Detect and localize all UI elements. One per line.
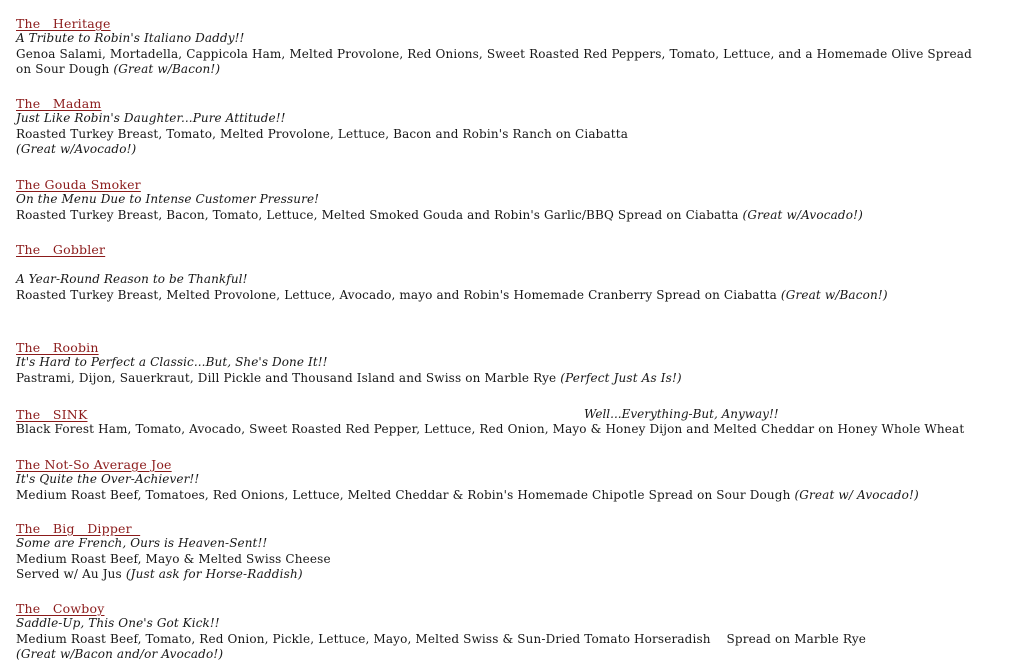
menu-item-big-dipper [16,521,1016,583]
item-note: (Great w/ Avocado!) [794,487,919,502]
item-tagline: A Tribute to Robin's Italiano Daddy!! [16,31,245,46]
menu-item-heritage [16,16,1016,78]
item-note: (Great w/Bacon!) [780,287,888,302]
item-description: Black Forest Ham, Tomato, Avocado, Sweet Roasted Red Pepper, Lettuce, Red Onion, Mayo & Honey Dijon and Melted Cheddar on Honey Whole Wheat [16,422,965,437]
item-description-line [16,208,1016,223]
item-tagline: Some are French, Ours is Heaven-Sent!! [16,536,268,551]
item-description-2: on Sour Dough [16,62,114,77]
item-tagline: Well...Everything-But, Anyway!! [584,407,779,421]
item-description: Roasted Turkey Breast, Bacon, Tomato, Lettuce, Melted Smoked Gouda and Robin's Garlic/BBQ Spread on Ciabatta [16,207,743,222]
item-title: The Gouda Smoker [16,177,141,192]
item-description-line [16,488,1016,503]
menu-item-cowboy [16,601,1016,663]
item-description: Roasted Turkey Breast, Melted Provolone, Lettuce, Avocado, mayo and Robin's Homemade Cranberry Spread on Ciabatta [16,287,781,302]
item-tagline: Just Like Robin's Daughter...Pure Attitude!! [16,111,286,126]
item-title: The Madam [16,96,102,111]
item-note: (Great w/Bacon and/or Avocado!) [16,647,224,662]
item-description-cont [16,567,1016,582]
item-description: Medium Roast Beef, Mayo & Melted Swiss Cheese [16,551,331,566]
item-title: The Roobin [16,340,99,355]
menu-item-gobbler [16,242,1016,303]
item-note: (Perfect Just As Is!) [560,370,682,385]
item-note: (Great w/Avocado!) [742,207,863,222]
item-title: The Gobbler [16,242,106,257]
item-description: Genoa Salami, Mortadella, Cappicola Ham, Melted Provolone, Red Onions, Sweet Roasted Red Peppers, Tomato, Lettuce, and a Homemade Olive Spread [16,46,972,61]
item-note: (Great w/Bacon!) [113,62,221,77]
item-tagline: It's Hard to Perfect a Classic...But, She's Done It!! [16,355,328,370]
menu-item-sink [16,407,1016,438]
item-note: (Great w/Avocado!) [16,142,137,157]
item-title: The Big Dipper [16,521,141,536]
menu-item-gouda-smoker [16,177,1016,223]
item-tagline: Saddle-Up, This One's Got Kick!! [16,616,220,631]
item-description: Medium Roast Beef, Tomato, Red Onion, Pickle, Lettuce, Mayo, Melted Swiss & Sun-Dried Tomato Horseradish Spread on Marble Rye [16,631,867,646]
item-title: The Not-So Average Joe [16,457,172,472]
item-description-2: Served w/ Au Jus [16,567,126,582]
item-tagline: On the Menu Due to Intense Customer Pressure! [16,192,320,207]
menu-item-roobin [16,340,1016,386]
menu-item-not-so-average-joe [16,457,1016,503]
item-description: Medium Roast Beef, Tomatoes, Red Onions, Lettuce, Melted Cheddar & Robin's Homemade Chipotle Spread on Sour Dough [16,487,795,502]
item-description-cont [16,62,1016,77]
item-tagline: It's Quite the Over-Achiever!! [16,472,200,487]
item-title: The Heritage [16,16,111,31]
item-description-line [16,371,1016,386]
menu-item-madam [16,96,1016,158]
item-description-line [16,288,1016,303]
item-description: Roasted Turkey Breast, Tomato, Melted Provolone, Lettuce, Bacon and Robin's Ranch on Ciabatta [16,126,629,141]
item-note: (Just ask for Horse-Raddish) [125,567,303,582]
item-title: The SINK [16,407,88,422]
item-title: The Cowboy [16,601,105,616]
item-tagline: A Year-Round Reason to be Thankful! [16,272,248,287]
item-description: Pastrami, Dijon, Sauerkraut, Dill Pickle and Thousand Island and Swiss on Marble Rye [16,370,561,385]
